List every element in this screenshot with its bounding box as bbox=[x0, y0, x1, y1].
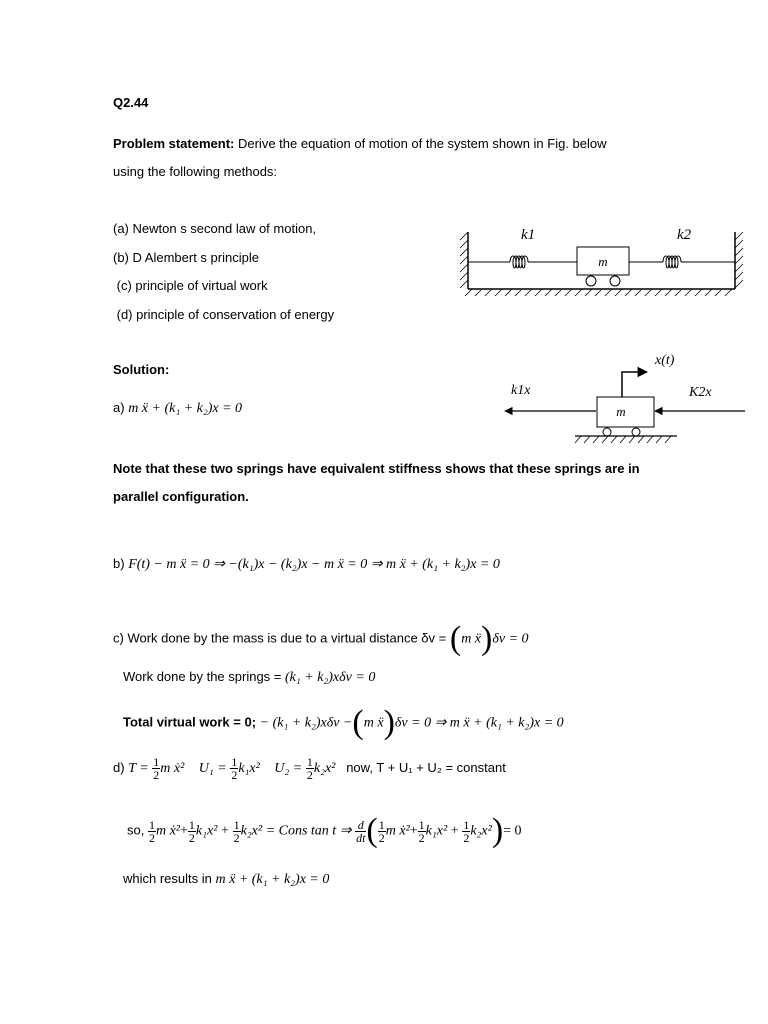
part-c-line3: Total virtual work = 0; − (k₁ + k₂)xδv −(m ẍ)δv = 0 ⇒ m ẍ + (k₁ + k₂)x = 0 bbox=[123, 704, 564, 741]
part-a-equation: m ẍ + (k₁ + k₂)x = 0 bbox=[128, 401, 243, 416]
fraction-half: $\frac{1}{2}$ bbox=[418, 817, 425, 845]
method-a: (a) Newton s second law of motion, bbox=[113, 221, 317, 236]
part-c-line3-mx: m ẍ bbox=[363, 715, 384, 731]
method-c: (c) principle of virtual work bbox=[113, 278, 268, 293]
part-d-eq0: = 0 bbox=[503, 823, 522, 839]
fraction-half: $\frac{1}{2}$ bbox=[306, 755, 313, 782]
mass-label: m bbox=[598, 254, 608, 269]
part-d-line2-kinetic: m ẋ² bbox=[155, 823, 180, 839]
fbd-mass-label: m bbox=[616, 404, 626, 419]
part-d-line2-k2x2b: k₂x² bbox=[470, 823, 492, 839]
spring-mass-figure bbox=[455, 222, 750, 300]
fraction-d-dt: $\frac{d}{dt}$ bbox=[356, 817, 366, 845]
part-d-line2-k2x2: k₂x² bbox=[240, 823, 263, 839]
spring-k2 bbox=[629, 256, 735, 268]
solution-label: Solution: bbox=[113, 362, 170, 377]
note-line1: Note that these two springs have equivalent stiffness shows that these springs are in bbox=[113, 461, 640, 476]
part-b-equation: F(t) − m ẍ = 0 ⇒ −(k₁)x − (k₂)x − m ẍ = 0 ⇒ m ẍ + (k₁ + k₂)x = 0 bbox=[128, 557, 500, 572]
plus: + bbox=[221, 823, 229, 839]
part-c-line1-eq: δv = 0 bbox=[492, 631, 529, 647]
part-d-U1: U₁ = bbox=[198, 760, 227, 776]
spring-k1 bbox=[468, 256, 577, 268]
part-b-label: b) bbox=[113, 556, 125, 571]
part-d-line2: so, $\frac{1}{2}$ m ẋ²+ $\frac{1}{2}$ k₁x² + $\frac{1}{2}$ k₂x² = Cons tan t ⇒ $\frac{d}{dt}$ ( $\frac{1}{2}$ m ẋ²+ $\frac{1}{2}$ k₁x² + $\frac{1}{2}$ k₂x²)= 0 bbox=[127, 812, 522, 849]
method-d: (d) principle of conservation of energy bbox=[113, 307, 335, 322]
part-d-line2-kinetic2: m ẋ² bbox=[385, 823, 410, 839]
part-d-result bbox=[123, 871, 329, 888]
fraction-half: $\frac{1}{2}$ bbox=[463, 817, 470, 845]
part-c-line3-text: Total virtual work = 0; bbox=[123, 714, 260, 730]
part-d-const: = Cons tan t ⇒ bbox=[265, 823, 352, 839]
k2x-label: K2x bbox=[689, 385, 712, 400]
wheel-right bbox=[610, 276, 620, 286]
part-d-so: so, bbox=[127, 822, 145, 838]
part-d-label: d) bbox=[113, 759, 125, 775]
problem-statement-label: Problem statement: bbox=[113, 136, 235, 151]
part-c-mx: m ẍ bbox=[461, 631, 482, 647]
part-c-line1: c) Work done by the mass is due to a virtual distance δv = (m ẍ)δv = 0 bbox=[113, 620, 529, 657]
k1-label: k1 bbox=[521, 227, 536, 243]
fraction-half: $\frac{1}{2}$ bbox=[188, 817, 195, 845]
fraction-half: $\frac{1}{2}$ bbox=[378, 817, 385, 845]
part-d-U2: U₂ = bbox=[274, 760, 303, 776]
plus: + bbox=[450, 823, 459, 839]
part-c-line2-eq: (k₁ + k₂)xδv = 0 bbox=[285, 670, 376, 685]
problem-statement-text: Derive the equation of motion of the system shown in Fig. below bbox=[234, 136, 607, 151]
displacement-arrow bbox=[622, 372, 647, 397]
wheel-left bbox=[586, 276, 596, 286]
part-d-T: T = bbox=[128, 760, 149, 776]
fraction-half: $\frac{1}{2}$ bbox=[233, 817, 240, 845]
part-d-now-text: now, T + U₁ + U₂ = constant bbox=[346, 759, 506, 775]
note-line2: parallel configuration. bbox=[113, 489, 249, 504]
fraction-half: $\frac{1}{2}$ bbox=[231, 755, 238, 782]
k1x-label: k1x bbox=[511, 383, 531, 398]
xt-label: x(t) bbox=[655, 353, 675, 368]
part-c-line3-eq-b: δv = 0 ⇒ m ẍ + (k₁ + k₂)x = 0 bbox=[394, 715, 564, 731]
part-a bbox=[113, 400, 242, 417]
plus: + bbox=[409, 823, 418, 839]
part-c-line2-text: Work done by the springs = bbox=[123, 669, 285, 684]
method-b: (b) D Alembert s principle bbox=[113, 250, 259, 265]
part-d-line1 bbox=[113, 756, 506, 781]
part-d-line2-k1x2: k₁x² bbox=[195, 823, 218, 839]
plus: + bbox=[180, 823, 188, 839]
k2-label: k2 bbox=[677, 227, 692, 243]
part-d-kinetic: m ẋ² bbox=[160, 760, 185, 776]
part-d-U2-expr: k₂x² bbox=[313, 760, 336, 776]
part-c-line3-eq-a: − (k₁ + k₂)xδv − bbox=[259, 715, 353, 731]
free-body-diagram bbox=[495, 348, 750, 448]
part-b bbox=[113, 556, 500, 573]
problem-statement-line1 bbox=[113, 136, 607, 151]
fraction-half: $\frac{1}{2}$ bbox=[153, 755, 160, 782]
part-c-line1-text: c) Work done by the mass is due to a virtual distance δv = bbox=[113, 630, 450, 646]
part-a-label: a) bbox=[113, 400, 125, 415]
part-c-line2 bbox=[123, 669, 375, 686]
part-d-result-text: which results in bbox=[123, 871, 212, 886]
part-d-result-eq: m ẍ + (k₁ + k₂)x = 0 bbox=[215, 872, 330, 887]
problem-statement-line2: using the following methods: bbox=[113, 164, 278, 179]
part-d-U1-expr: k₁x² bbox=[238, 760, 260, 776]
part-d-line2-k1x2b: k₁x² bbox=[425, 823, 448, 839]
fraction-half: $\frac{1}{2}$ bbox=[148, 817, 155, 845]
question-id: Q2.44 bbox=[113, 95, 149, 110]
